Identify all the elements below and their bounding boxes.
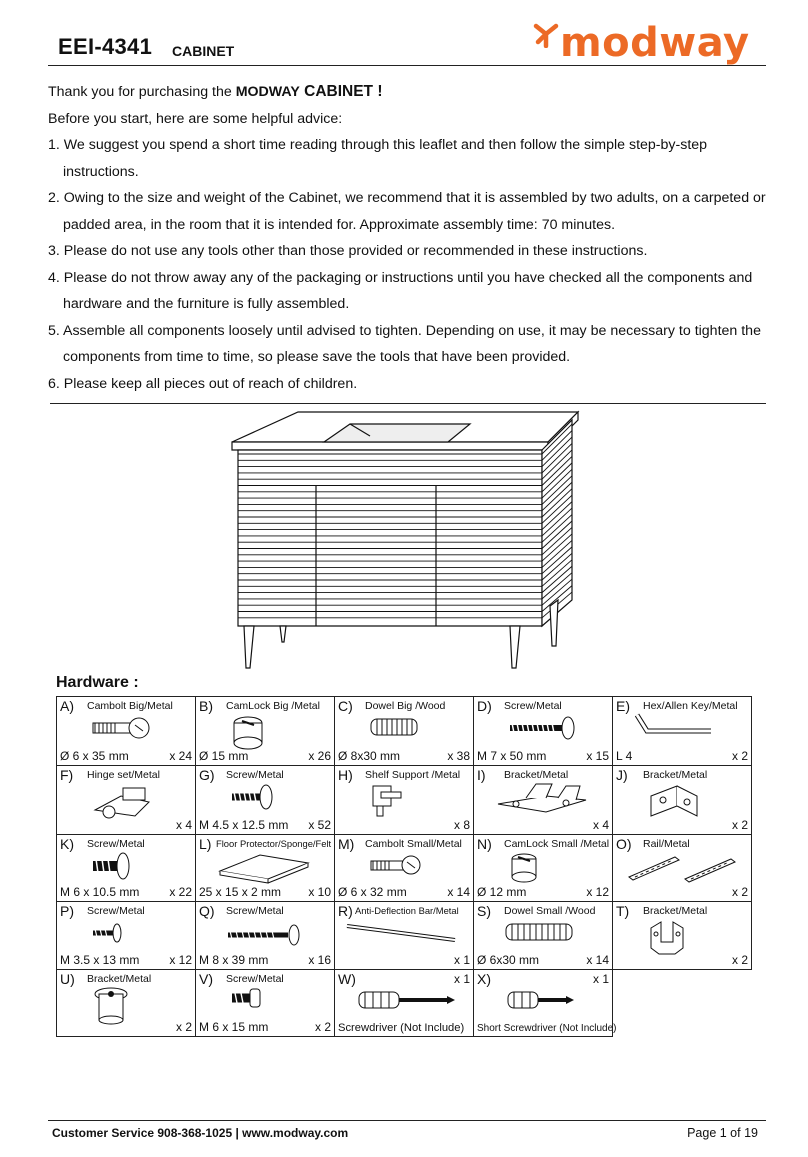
item-name: Screw/Metal <box>226 905 284 917</box>
item-spec: M 8 x 39 mm <box>199 953 269 967</box>
item-name: Bracket/Metal <box>643 905 708 917</box>
item-quantity: x 2 <box>731 953 748 967</box>
item-spec: M 6 x 10.5 mm <box>60 885 140 899</box>
item-letter: S) <box>477 903 491 919</box>
brand-logo <box>532 18 750 68</box>
screw-small-icon <box>91 918 161 958</box>
item-letter: J) <box>616 767 628 783</box>
item-letter: T) <box>616 903 630 919</box>
item-letter: B) <box>199 698 213 714</box>
item-quantity: x 1 <box>453 953 470 967</box>
rail-icon <box>625 847 739 887</box>
shelf-support-icon <box>369 782 439 822</box>
item-letter: G) <box>199 767 215 783</box>
screw-long-icon <box>508 713 578 753</box>
item-quantity: x 15 <box>586 749 609 763</box>
logo-mark-icon <box>532 20 560 48</box>
hardware-item-x <box>473 969 617 1037</box>
advice-5-line-1: 5. Assemble all components loosely until advised to tighten. Depending on use, it may be necessary to tighten the <box>48 322 761 339</box>
hardware-item-q <box>195 901 335 970</box>
item-quantity: x 24 <box>169 749 192 763</box>
advice-4-line-2: hardware and the furniture is fully assembled. <box>63 296 350 312</box>
section-rule <box>50 403 766 404</box>
advice-3-line-1: 3. Please do not use any tools other than those provided or recommended in these instructions. <box>48 243 648 259</box>
advice-1-line-1: 1. We suggest you spend a short time reading through this leaflet and then follow the simple step-by-step <box>48 137 708 153</box>
advice-2-line-1: 2. Owing to the size and weight of the Cabinet, we recommend that it is assembled by two adults, on a carpeted or <box>48 190 766 206</box>
hardware-item-c <box>334 696 474 766</box>
camlock-big-icon <box>230 713 300 753</box>
item-quantity: x 4 <box>592 818 609 832</box>
item-quantity: x 2 <box>314 1020 331 1034</box>
item-quantity: x 2 <box>731 749 748 763</box>
hardware-item-a <box>56 696 196 766</box>
item-quantity: x 2 <box>175 1020 192 1034</box>
hardware-item-g <box>195 765 335 835</box>
hardware-item-b <box>195 696 335 766</box>
item-name: Bracket/Metal <box>504 769 569 781</box>
item-quantity: x 14 <box>586 953 609 967</box>
logo-text: modway <box>560 20 750 66</box>
item-name: Bracket/Metal <box>87 973 152 985</box>
item-name: Hinge set/Metal <box>87 769 160 781</box>
customer-service: Customer Service 908-368-1025 | www.modway.com <box>52 1126 349 1140</box>
item-name: Anti-Deflection Bar/Metal <box>355 905 459 916</box>
model-number: EEI-4341 <box>58 34 153 59</box>
cabinet-illustration <box>220 406 590 674</box>
advice-6-line-1: 6. Please keep all pieces out of reach of children. <box>48 375 358 392</box>
dowel-big-icon <box>369 713 439 753</box>
item-letter: I) <box>477 767 486 783</box>
hardware-item-n <box>473 834 613 902</box>
item-letter: M) <box>338 836 355 852</box>
thanks-line: Thank you for purchasing the MODWAY CABINET ! <box>48 83 383 100</box>
item-quantity: x 4 <box>175 818 192 832</box>
hardware-item-t <box>612 901 752 970</box>
item-letter: H) <box>338 767 353 783</box>
item-name: Bracket/Metal <box>643 769 708 781</box>
item-quantity: x 2 <box>731 885 748 899</box>
item-quantity: x 1 <box>592 972 609 986</box>
item-spec: Screwdriver (Not Include) <box>338 1022 465 1034</box>
item-name: CamLock Small /Metal <box>504 838 610 850</box>
item-name: Screw/Metal <box>226 973 284 985</box>
hardware-item-m <box>334 834 474 902</box>
item-letter: X) <box>477 971 491 987</box>
item-name: Dowel Big /Wood <box>365 700 446 712</box>
item-letter: V) <box>199 971 213 987</box>
item-name: Screw/Metal <box>87 838 145 850</box>
item-quantity: x 12 <box>586 885 609 899</box>
item-spec: M 4.5 x 12.5 mm <box>199 818 289 832</box>
advice-5-line-2: components from time to time, so please save the tools that have been provided. <box>63 349 571 365</box>
screwdriver-icon <box>355 984 459 1016</box>
item-quantity: x 52 <box>308 818 331 832</box>
hardware-item-f <box>56 765 196 835</box>
item-name: Shelf Support /Metal <box>365 769 461 781</box>
hardware-item-h <box>334 765 474 835</box>
item-quantity: x 1 <box>453 972 470 986</box>
document-type: CABINET <box>172 43 235 59</box>
hinge-icon <box>91 782 161 822</box>
item-spec: Ø 12 mm <box>477 885 527 899</box>
item-quantity: x 10 <box>308 885 331 899</box>
hardware-item-j <box>612 765 752 835</box>
intro-section <box>48 79 768 397</box>
item-letter: U) <box>60 971 75 987</box>
item-name: Cambolt Big/Metal <box>87 700 173 712</box>
hardware-item-w <box>334 969 474 1037</box>
item-quantity: x 22 <box>169 885 192 899</box>
item-name: Screw/Metal <box>87 905 145 917</box>
hardware-item-r <box>334 901 474 970</box>
bracket-u-icon <box>647 918 717 958</box>
item-letter: C) <box>338 698 353 714</box>
hardware-item-u <box>56 969 196 1037</box>
item-quantity: x 16 <box>308 953 331 967</box>
item-spec: Ø 6x30 mm <box>477 953 540 967</box>
screw-medium-icon <box>226 920 302 950</box>
item-spec: Short Screwdriver (Not Include) <box>477 1023 617 1034</box>
item-spec: Ø 6 x 32 mm <box>338 885 407 899</box>
item-letter: P) <box>60 903 74 919</box>
allen-key-icon <box>633 711 717 737</box>
item-name: Cambolt Small/Metal <box>365 838 462 850</box>
item-quantity: x 12 <box>169 953 192 967</box>
item-name: Hex/Allen Key/Metal <box>643 700 738 712</box>
item-letter: E) <box>616 698 630 714</box>
screw-short-icon <box>230 782 300 822</box>
hardware-item-p <box>56 901 196 970</box>
hardware-item-o <box>612 834 752 902</box>
item-quantity: x 2 <box>731 818 748 832</box>
item-letter: O) <box>616 836 632 852</box>
item-letter: L) <box>199 836 212 852</box>
bracket-angle-icon <box>647 782 717 822</box>
bracket-cup-icon <box>91 986 161 1026</box>
item-quantity: x 26 <box>308 749 331 763</box>
item-letter: W) <box>338 971 356 987</box>
item-letter: A) <box>60 698 74 714</box>
short-screwdriver-icon <box>504 984 578 1016</box>
item-letter: F) <box>60 767 74 783</box>
item-name: Dowel Small /Wood <box>504 905 596 917</box>
advice-2-line-2: padded area, in the room that it is intended for. Approximate assembly time: 70 minutes. <box>63 216 616 233</box>
advice-4-line-1: 4. Please do not throw away any of the packaging or instructions until you have checked all the components and <box>48 269 753 286</box>
item-spec: 25 x 15 x 2 mm <box>199 885 282 899</box>
before-start-line: Before you start, here are some helpful advice: <box>48 110 343 127</box>
item-name: Floor Protector/Sponge/Felt <box>216 838 332 849</box>
header-rule <box>48 65 766 66</box>
hardware-item-i <box>473 765 613 835</box>
hardware-item-k <box>56 834 196 902</box>
bar-icon <box>345 922 459 946</box>
item-quantity: x 14 <box>447 885 470 899</box>
item-spec: M 3.5 x 13 mm <box>60 953 140 967</box>
dowel-small-icon <box>504 918 576 946</box>
item-spec: Ø 8x30 mm <box>338 749 401 763</box>
page-number: Page 1 of 19 <box>687 1126 758 1140</box>
hardware-item-l <box>195 834 335 902</box>
item-name: Screw/Metal <box>226 769 284 781</box>
hardware-item-s <box>473 901 613 970</box>
item-spec: Ø 6 x 35 mm <box>60 749 129 763</box>
advice-1-line-2: instructions. <box>63 163 139 180</box>
item-letter: K) <box>60 836 74 852</box>
hardware-item-v <box>195 969 335 1037</box>
item-spec: M 7 x 50 mm <box>477 749 547 763</box>
cambolt-big-icon <box>91 713 161 753</box>
hardware-item-d <box>473 696 613 766</box>
item-letter: Q) <box>199 903 215 919</box>
item-letter: D) <box>477 698 492 714</box>
item-quantity: x 38 <box>447 749 470 763</box>
item-letter: R) <box>338 903 353 919</box>
item-name: Rail/Metal <box>643 838 690 850</box>
felt-pad-icon <box>216 851 312 887</box>
item-name: CamLock Big /Metal <box>226 700 320 712</box>
item-name: Screw/Metal <box>504 700 562 712</box>
item-spec: L 4 <box>616 749 633 763</box>
footer-rule <box>48 1120 766 1121</box>
hardware-item-e <box>612 696 752 766</box>
bracket-long-icon <box>496 778 590 818</box>
item-quantity: x 8 <box>453 818 470 832</box>
item-spec: M 6 x 15 mm <box>199 1020 269 1034</box>
item-spec: Ø 15 mm <box>199 749 249 763</box>
hardware-title: Hardware : <box>56 674 139 691</box>
item-letter: N) <box>477 836 492 852</box>
